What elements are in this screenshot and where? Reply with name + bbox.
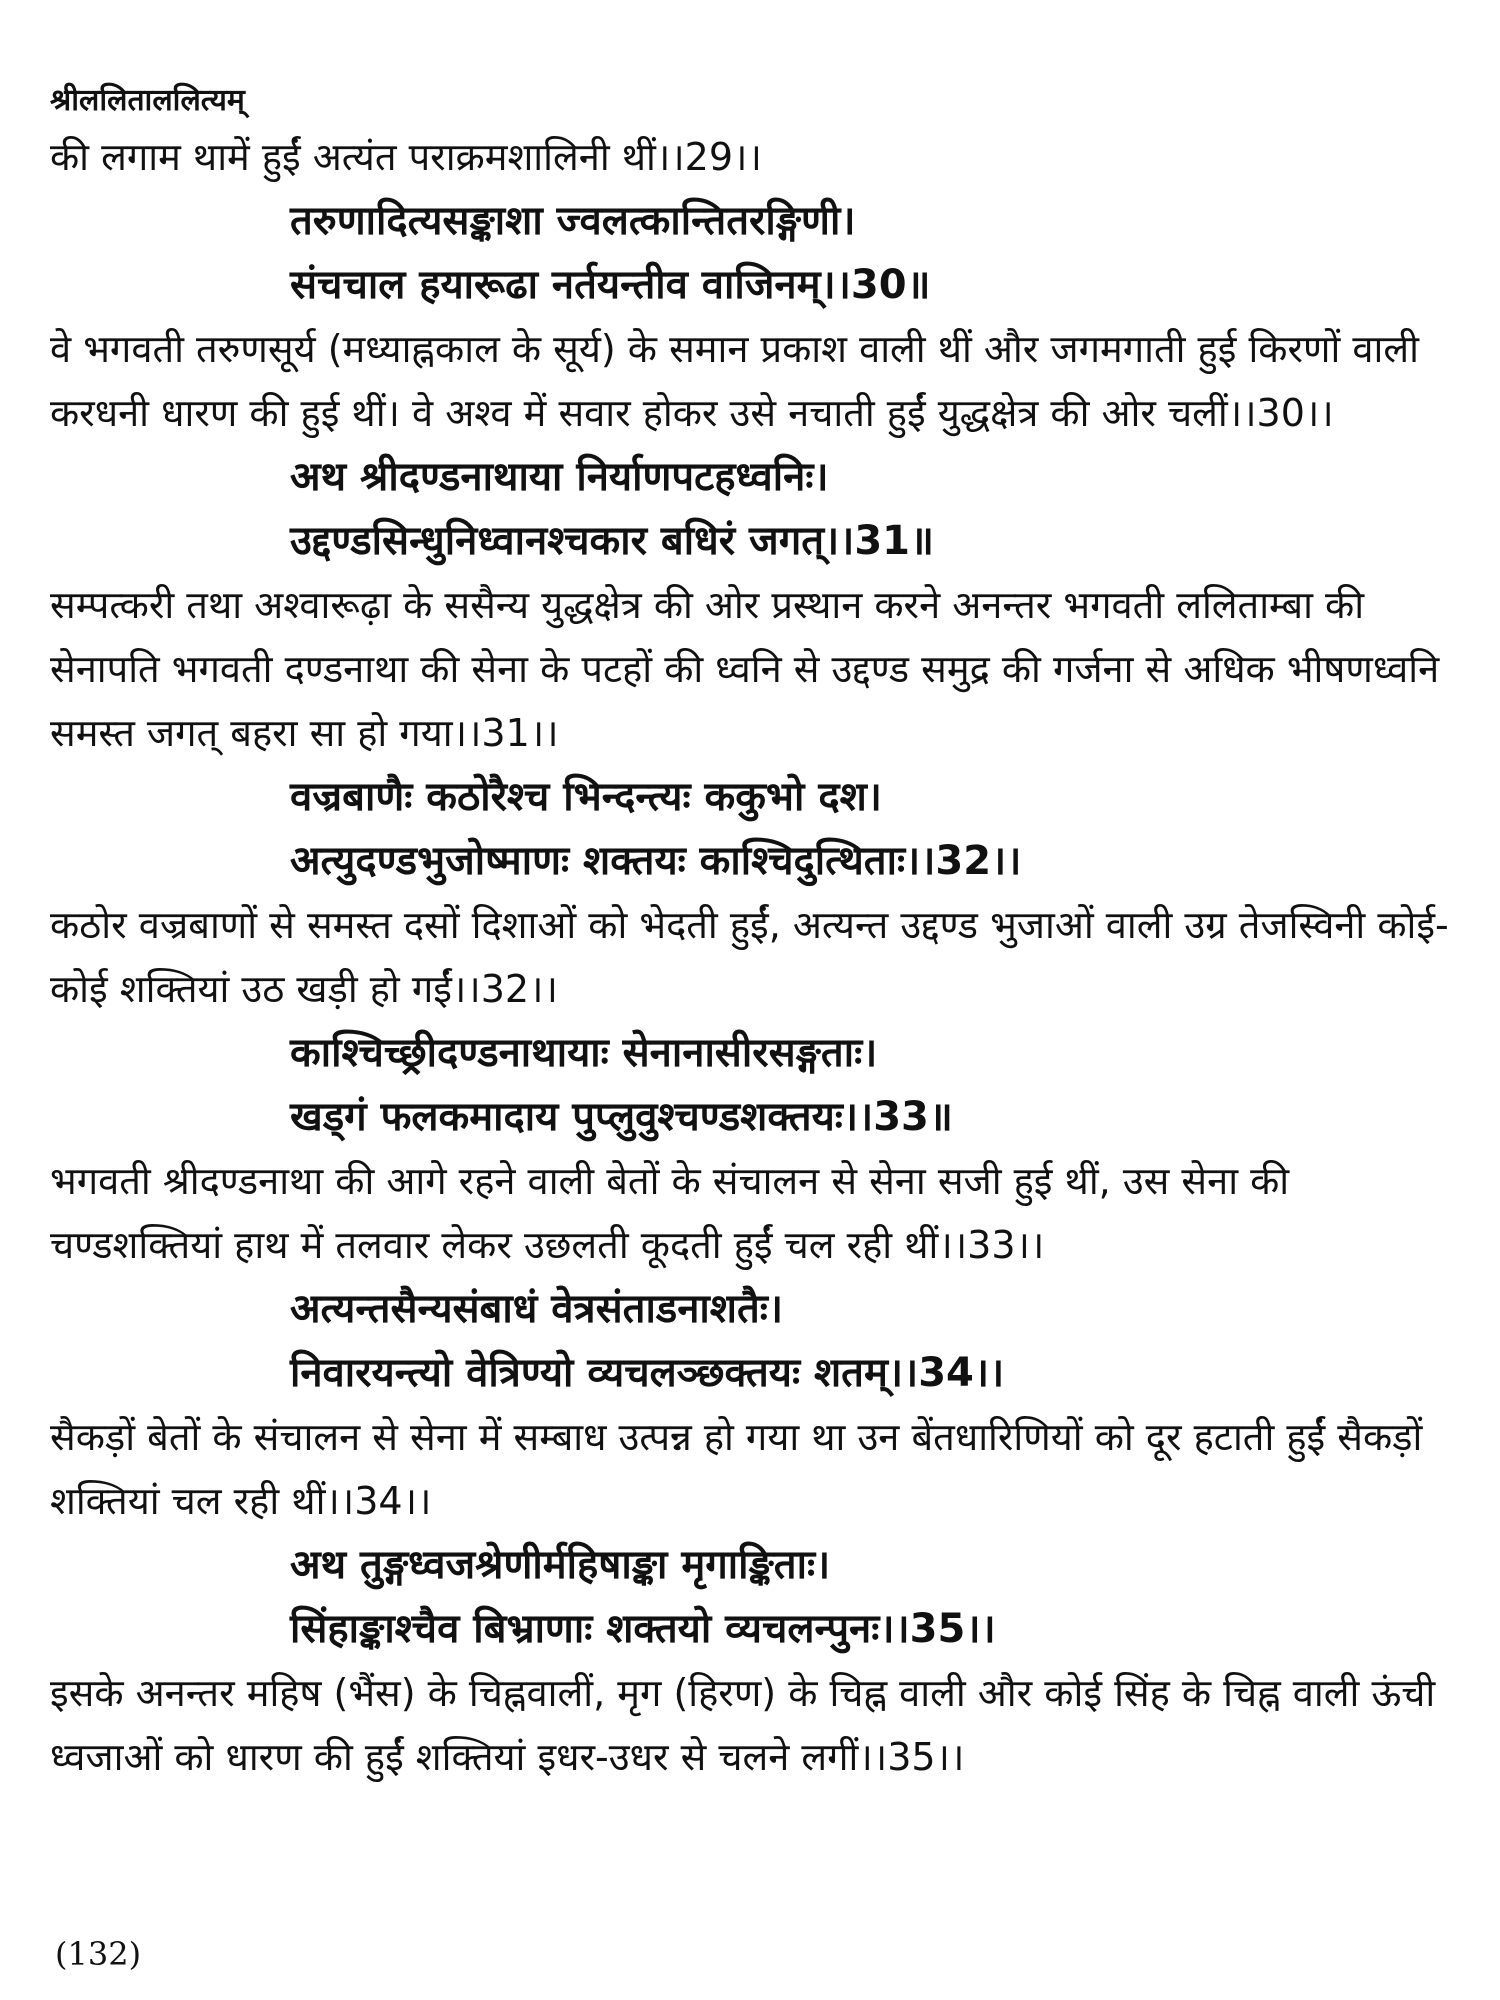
verse-line: काश्चिच्छ्रीदण्डनाथायाः सेनानासीरसङ्गताः। (290, 1030, 878, 1076)
verse-line: अथ श्रीदण्डनाथाया निर्याणपटहध्वनिः। (290, 454, 829, 500)
verse-33 (50, 1021, 1460, 1149)
page-content (50, 125, 1460, 1789)
verse-line: सिंहाङ्काश्चैव बिभ्राणाः शक्तयो व्यचलन्पुनः।।35।। (290, 1606, 996, 1652)
verse-line: खड्गं फलकमादाय पुप्लुवुश्चण्डशक्तयः।।33॥ (290, 1094, 953, 1140)
commentary-paragraph: सम्पत्करी तथा अश्वारूढ़ा के ससैन्य युद्धक्षेत्र की ओर प्रस्थान करने अनन्तर भगवती ललिताम्बा की सेनापति भगवती दण्डनाथा की सेना के पटहों की ध्वनि से उद्दण्ड समुद्र की गर्जना से अधिक भीषणध्वनि समस्त जगत् बहरा सा हो गया।।31।। (50, 583, 1440, 755)
commentary-paragraph: कठोर वज्रबाणों से समस्त दसों दिशाओं को भेदती हुईं, अत्यन्त उद्दण्ड भुजाओं वाली उग्र तेजस्विनी कोई-कोई शक्तियां उठ खड़ी हो गईं।।32।। (50, 903, 1449, 1011)
verse-line: अत्युदण्डभुजोष्माणः शक्तयः काश्चिदुत्थिताः।।32।। (290, 838, 1022, 884)
commentary-paragraph: इसके अनन्तर महिष (भैंस) के चिह्नवालीं, मृग (हिरण) के चिह्न वाली और कोई सिंह के चिह्न वाली ऊंची ध्वजाओं को धारण की हुईं शक्तियां इधर-उधर से चलने लगीं।।35।। (50, 1671, 1436, 1779)
verse-31 (50, 445, 1460, 573)
verse-line: वज्रबाणैः कठोरैश्च भिन्दन्त्यः ककुभो दश। (290, 774, 882, 820)
verse-34 (50, 1277, 1460, 1405)
verse-line: उद्दण्डसिन्धुनिध्वानश्चकार बधिरं जगत्।।31॥ (290, 518, 934, 564)
commentary-paragraph: की लगाम थामें हुईं अत्यंत पराक्रमशालिनी थीं।।29।। (50, 135, 762, 179)
commentary-paragraph: सैकड़ों बेतों के संचालन से सेना में सम्बाध उत्पन्न हो गया था उन बेंतधारिणियों को दूर हटाती हुईं सैकड़ों शक्तियां चल रही थीं।।34।। (50, 1415, 1423, 1523)
verse-line: तरुणादित्यसङ्काशा ज्वलत्कान्तितरङ्गिणी। (290, 198, 856, 244)
running-head: श्रीललिताललित्यम् (50, 83, 245, 118)
verse-30 (50, 189, 1460, 317)
commentary-paragraph: भगवती श्रीदण्डनाथा की आगे रहने वाली बेतों के संचालन से सेना सजी हुई थीं, उस सेना की चण्डशक्तियां हाथ में तलवार लेकर उछलती कूदती हुईं चल रही थीं।।33।। (50, 1159, 1290, 1267)
page-number: (132) (55, 1935, 142, 1973)
commentary-paragraph: वे भगवती तरुणसूर्य (मध्याह्नकाल के सूर्य) के समान प्रकाश वाली थीं और जगमगाती हुई किरणों वाली करधनी धारण की हुई थीं। वे अश्व में सवार होकर उसे नचाती हुईं युद्धक्षेत्र की ओर चलीं।।30।। (50, 327, 1420, 435)
verse-35 (50, 1533, 1460, 1661)
verse-32 (50, 765, 1460, 893)
verse-line: अत्यन्तसैन्यसंबाधं वेत्रसंताडनाशतैः। (290, 1286, 784, 1332)
verse-line: निवारयन्त्यो वेत्रिण्यो व्यचलञ्छक्तयः शतम्।।34।। (290, 1350, 1005, 1396)
verse-line: अथ तुङ्गध्वजश्रेणीर्महिषाङ्का मृगाङ्किताः। (290, 1542, 831, 1588)
verse-line: संचचाल हयारूढा नर्तयन्तीव वाजिनम्।।30॥ (290, 262, 931, 308)
